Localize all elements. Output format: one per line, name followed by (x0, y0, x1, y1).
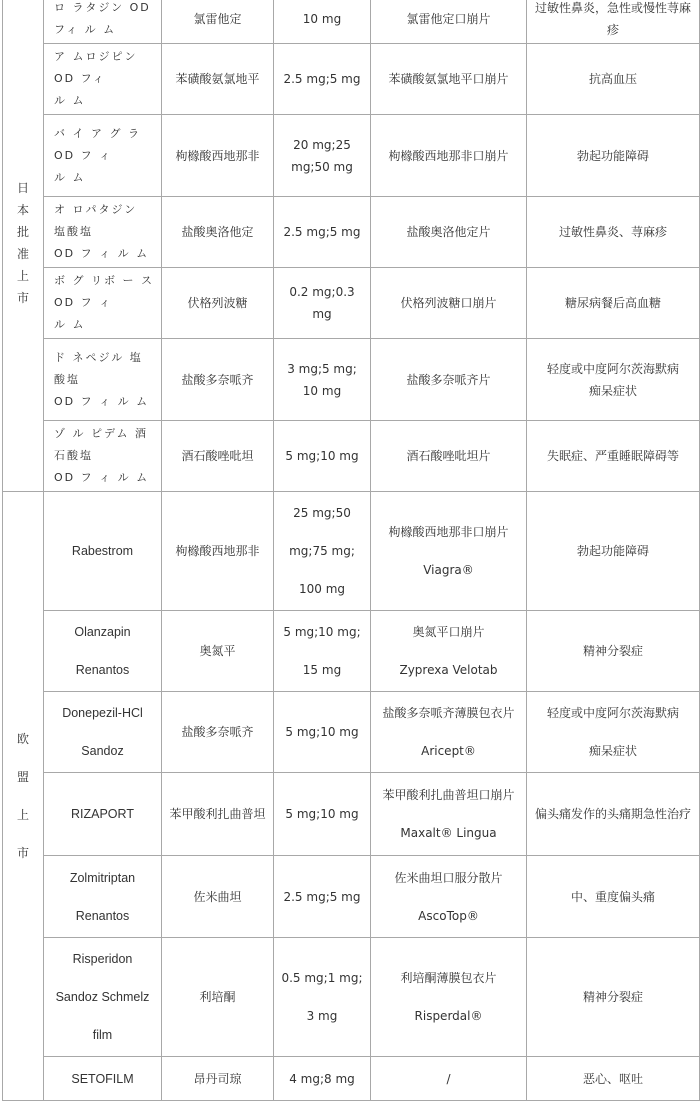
table-row (3, 44, 700, 115)
table-row (3, 938, 700, 1057)
reference-product-cell-line: 酒石酸唑吡坦片 (406, 449, 491, 463)
strength-cell-line: mg;50 mg (291, 159, 353, 174)
reference-product-cell-line: 苯磺酸氨氯地平口崩片 (388, 72, 509, 86)
product-name-cell (44, 115, 162, 197)
reference-product-cell-line: Risperdal® (414, 1009, 483, 1023)
strength-cell-line: 20 mg;25 (293, 137, 351, 152)
reference-product-cell-line: 苯甲酸利扎曲普坦口崩片 (382, 788, 515, 802)
table-row (3, 856, 700, 938)
reference-product-cell (371, 611, 527, 692)
indication-cell (527, 492, 700, 611)
table-row (3, 773, 700, 856)
table-row (3, 1057, 700, 1101)
reference-product-cell (371, 692, 527, 773)
strength-cell (274, 773, 371, 856)
indication-cell (527, 0, 700, 44)
strength-cell-line: 2.5 mg;5 mg (283, 72, 361, 86)
strength-cell-line: 5 mg;10 mg (285, 725, 359, 739)
product-name-cell-line: Donepezil-HCl (62, 706, 143, 720)
reference-product-cell-line: 利培酮薄膜包衣片 (400, 971, 497, 985)
indication-cell-line: 勃起功能障碍 (576, 148, 649, 163)
indication-cell-line: 痴呆症状 (588, 744, 637, 758)
reference-product-cell-line: 盐酸多奈哌齐薄膜包衣片 (382, 706, 515, 720)
indication-cell (527, 692, 700, 773)
reference-product-cell-line: Maxalt® Lingua (400, 826, 497, 840)
ingredient-cell: 盐酸多奈哌齐 (162, 339, 274, 421)
strength-cell-line: 15 mg (302, 663, 342, 677)
indication-cell-line: 痴呆症状 (588, 383, 637, 398)
product-name-cell-line: Olanzapin (74, 625, 131, 639)
product-name-cell-line: Renantos (75, 663, 130, 677)
strength-cell (274, 692, 371, 773)
indication-cell-line: 过敏性鼻炎，急性或慢性荨麻疹 (534, 1, 691, 37)
table-row (3, 421, 700, 492)
ingredient-cell: 盐酸奥洛他定 (162, 197, 274, 268)
reference-product-cell (371, 0, 527, 44)
strength-cell (274, 197, 371, 268)
ingredient-cell: 枸橼酸西地那非 (162, 492, 274, 611)
product-name-cell-line: Sandoz (81, 744, 124, 758)
indication-cell-line: 恶心、呕吐 (582, 1071, 643, 1086)
product-name-cell (44, 938, 162, 1057)
reference-product-cell (371, 44, 527, 115)
ingredient-cell: 酒石酸唑吡坦 (162, 421, 274, 492)
product-name-cell-line: film (92, 1028, 113, 1042)
indication-cell (527, 938, 700, 1057)
table-body (3, 0, 700, 1101)
ingredient-cell: 利培酮 (162, 938, 274, 1057)
indication-cell-line: 轻度或中度阿尔茨海默病 (546, 361, 679, 376)
reference-product-cell (371, 856, 527, 938)
indication-cell-line: 中、重度偏头痛 (570, 889, 655, 904)
ingredient-cell: 枸橼酸西地那非 (162, 115, 274, 197)
reference-product-cell (371, 1057, 527, 1101)
drug-comparison-table (2, 0, 700, 1101)
reference-product-cell-line: Zyprexa Velotab (399, 663, 498, 677)
ingredient-cell: 盐酸多奈哌齐 (162, 692, 274, 773)
strength-cell-line: 4 mg;8 mg (289, 1071, 355, 1086)
reference-product-cell-line: AscoTop® (418, 908, 479, 923)
reference-product-cell-line: 佐米曲坦口服分散片 (394, 870, 503, 885)
strength-cell-line: 10 mg (302, 12, 342, 26)
product-name-cell-line: ア ムロジピン OD フィ (54, 50, 138, 85)
indication-cell (527, 115, 700, 197)
strength-cell-line: 2.5 mg;5 mg (283, 889, 361, 904)
strength-cell (274, 268, 371, 339)
table-row (3, 339, 700, 421)
indication-cell (527, 421, 700, 492)
table-row (3, 197, 700, 268)
product-name-cell-line: SETOFILM (71, 1071, 134, 1086)
product-name-cell-line: OD フ ィ ル ム (54, 394, 150, 408)
product-name-cell (44, 692, 162, 773)
strength-cell-line: 5 mg;10 mg (285, 449, 359, 463)
product-name-cell-line: オ ロパタジン 塩酸塩 (54, 203, 138, 238)
strength-cell (274, 856, 371, 938)
strength-cell (274, 938, 371, 1057)
strength-cell-line: 0.2 mg;0.3 mg (289, 285, 355, 321)
reference-product-cell-line: Aricept® (421, 744, 476, 758)
reference-product-cell (371, 938, 527, 1057)
indication-cell (527, 197, 700, 268)
product-name-cell-line: ロ ラタジン OD フィ ル ム (54, 1, 151, 36)
strength-cell (274, 44, 371, 115)
product-name-cell (44, 44, 162, 115)
product-name-cell-line: バ イ ア グ ラ OD フ ィ (54, 126, 141, 162)
product-name-cell-line: Sandoz Schmelz (55, 990, 150, 1004)
strength-cell (274, 339, 371, 421)
reference-product-cell-line: 盐酸多奈哌齐片 (406, 372, 491, 387)
strength-cell (274, 492, 371, 611)
indication-cell-line: 抗高血压 (588, 72, 637, 86)
strength-cell (274, 0, 371, 44)
table-row (3, 492, 700, 611)
ingredient-cell: 苯磺酸氨氯地平 (162, 44, 274, 115)
reference-product-cell (371, 421, 527, 492)
indication-cell-line: 偏头痛发作的头痛期急性治疗 (534, 807, 691, 821)
reference-product-cell-line: Viagra® (423, 563, 474, 577)
reference-product-cell (371, 773, 527, 856)
product-name-cell-line: OD フ ィ ル ム (54, 471, 150, 484)
indication-cell (527, 611, 700, 692)
reference-product-cell (371, 115, 527, 197)
product-name-cell-line: OD フ ィ ル ム (54, 247, 150, 260)
indication-cell-line: 轻度或中度阿尔茨海默病 (546, 706, 679, 720)
strength-cell-line: 0.5 mg;1 mg; (281, 971, 363, 985)
product-name-cell (44, 268, 162, 339)
ingredient-cell: 苯甲酸利扎曲普坦 (162, 773, 274, 856)
reference-product-cell-line: 枸橼酸西地那非口崩片 (388, 148, 509, 163)
product-name-cell-line: Renantos (75, 908, 130, 923)
reference-product-cell (371, 268, 527, 339)
indication-cell (527, 1057, 700, 1101)
product-name-cell (44, 773, 162, 856)
reference-product-cell (371, 339, 527, 421)
strength-cell (274, 611, 371, 692)
product-name-cell (44, 421, 162, 492)
indication-cell-line: 勃起功能障碍 (576, 544, 649, 558)
region-label-japan: 日 本 批 准 上 市 (3, 0, 44, 492)
indication-cell-line: 失眠症、严重睡眠障碍等 (546, 449, 679, 463)
product-name-cell-line: Risperidon (72, 952, 133, 966)
product-name-cell-line: ル ム (54, 94, 86, 107)
reference-product-cell-line: 氯雷他定口崩片 (406, 12, 491, 26)
reference-product-cell-line: 盐酸奥洛他定片 (406, 225, 491, 239)
indication-cell-line: 过敏性鼻炎、荨麻疹 (558, 225, 667, 239)
region-label-eu: 欧 盟 上 市 (3, 492, 44, 1101)
product-name-cell-line: ル ム (54, 170, 86, 184)
indication-cell-line: 糖尿病餐后高血糖 (564, 296, 661, 310)
table-row (3, 0, 700, 44)
strength-cell-line: 5 mg;10 mg; (283, 625, 361, 639)
strength-cell-line: 3 mg (306, 1009, 338, 1023)
table-row (3, 611, 700, 692)
strength-cell-line: 10 mg (302, 383, 342, 398)
strength-cell-line: mg;75 mg; (289, 544, 355, 558)
reference-product-cell (371, 197, 527, 268)
ingredient-cell: 奥氮平 (162, 611, 274, 692)
reference-product-cell (371, 492, 527, 611)
table-row (3, 115, 700, 197)
indication-cell (527, 773, 700, 856)
reference-product-cell-line: 伏格列波糖口崩片 (400, 296, 497, 310)
product-name-cell (44, 197, 162, 268)
product-name-cell-line: ボ グ リボ ー ス OD フ ィ (54, 274, 154, 309)
strength-cell-line: 100 mg (298, 582, 346, 596)
product-name-cell-line: ル ム (54, 318, 86, 331)
ingredient-cell: 氯雷他定 (162, 0, 274, 44)
product-name-cell (44, 856, 162, 938)
strength-cell-line: 3 mg;5 mg; (287, 361, 357, 376)
product-name-cell (44, 1057, 162, 1101)
reference-product-cell-line: 奥氮平口崩片 (412, 625, 485, 639)
ingredient-cell: 伏格列波糖 (162, 268, 274, 339)
indication-cell (527, 339, 700, 421)
strength-cell-line: 25 mg;50 (293, 506, 351, 520)
strength-cell-line: 5 mg;10 mg (285, 807, 359, 821)
product-name-cell (44, 611, 162, 692)
reference-product-cell-line: / (446, 1071, 451, 1086)
product-name-cell-line: ゾ ル ピデム 酒石酸塩 (54, 427, 148, 462)
indication-cell (527, 44, 700, 115)
product-name-cell-line: Rabestrom (71, 544, 134, 558)
indication-cell-line: 精神分裂症 (582, 990, 643, 1004)
ingredient-cell: 昂丹司琼 (162, 1057, 274, 1101)
product-name-cell-line: Zolmitriptan (69, 870, 136, 885)
strength-cell (274, 421, 371, 492)
reference-product-cell-line: 枸橼酸西地那非口崩片 (388, 525, 509, 539)
table-row (3, 268, 700, 339)
product-name-cell-line: ド ネペジル 塩酸塩 (54, 350, 143, 386)
strength-cell (274, 115, 371, 197)
product-name-cell (44, 339, 162, 421)
indication-cell (527, 268, 700, 339)
indication-cell-line: 精神分裂症 (582, 644, 643, 658)
ingredient-cell: 佐米曲坦 (162, 856, 274, 938)
product-name-cell-line: RIZAPORT (71, 807, 134, 821)
product-name-cell (44, 492, 162, 611)
product-name-cell (44, 0, 162, 44)
table-row (3, 692, 700, 773)
strength-cell (274, 1057, 371, 1101)
strength-cell-line: 2.5 mg;5 mg (283, 225, 361, 239)
indication-cell (527, 856, 700, 938)
